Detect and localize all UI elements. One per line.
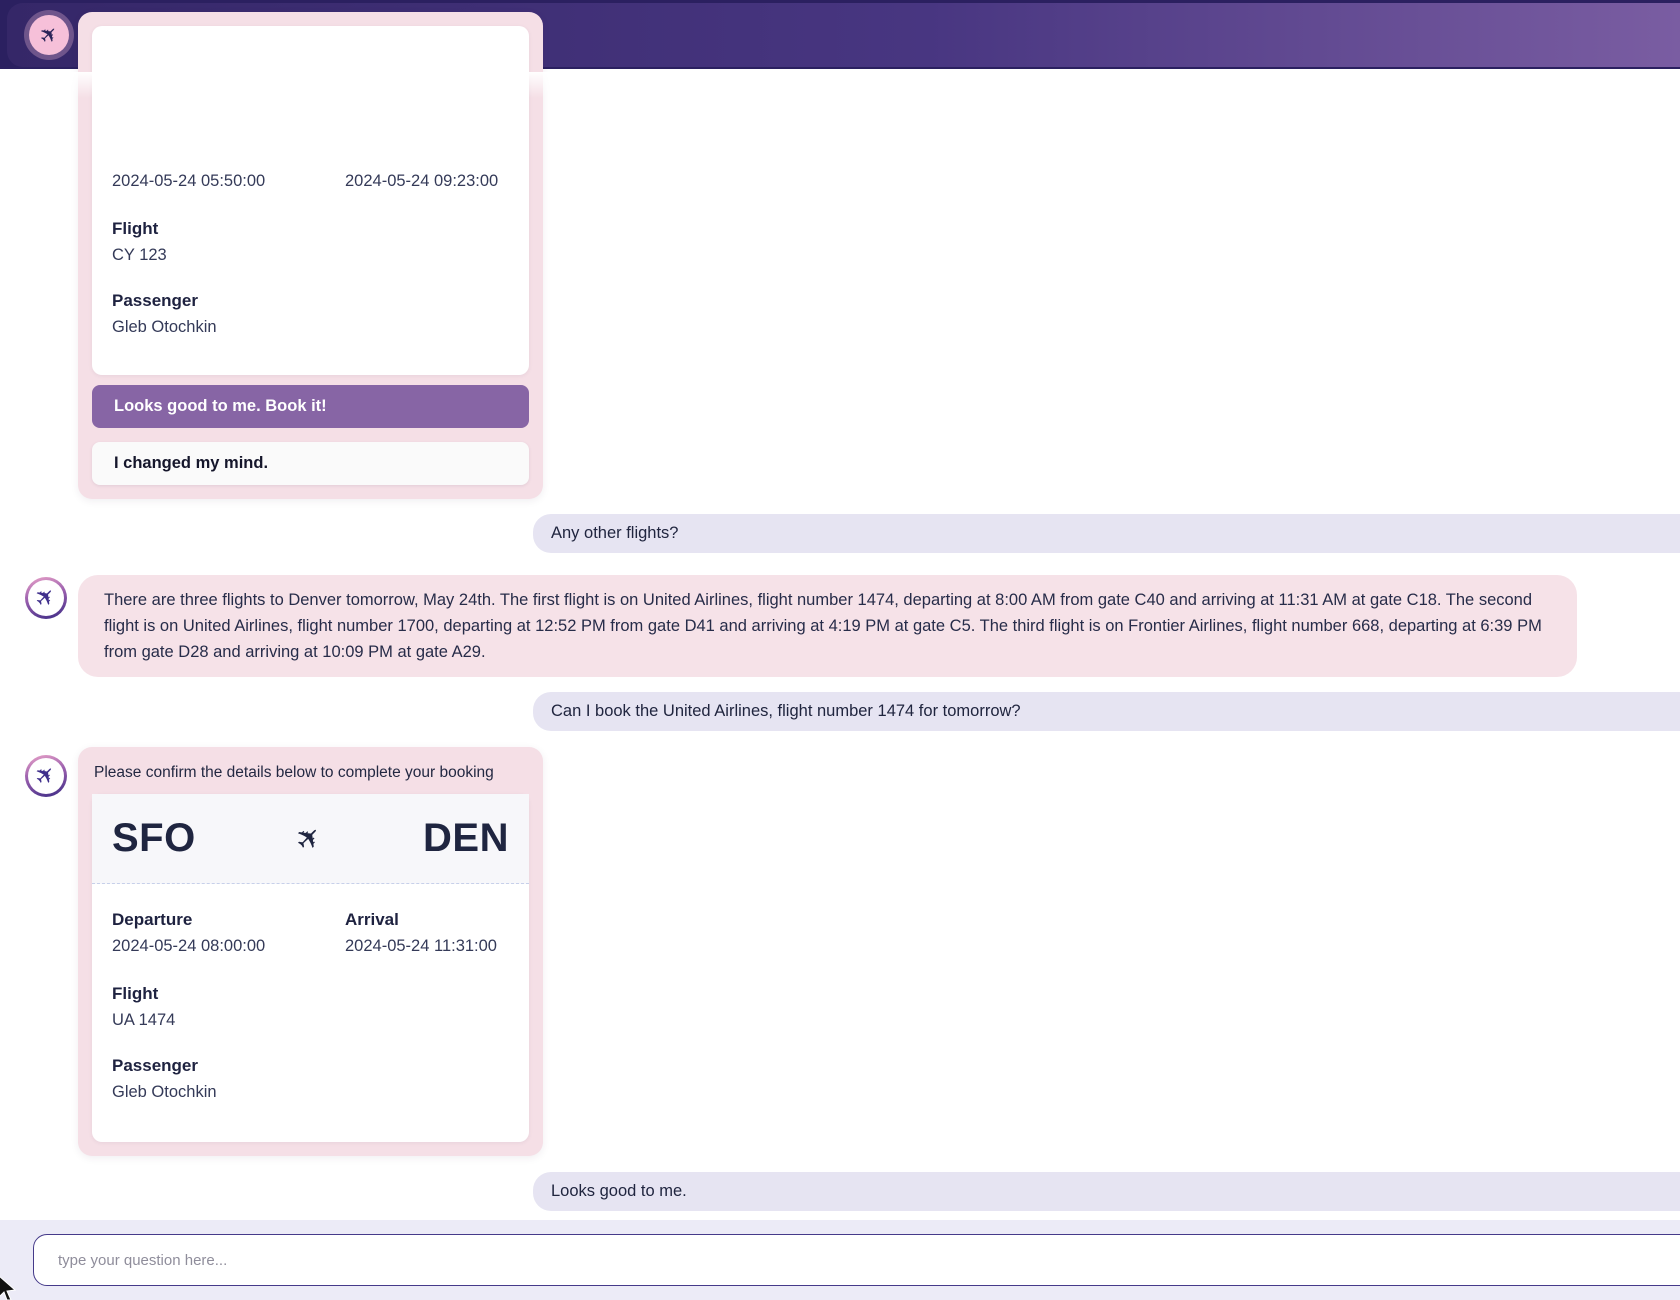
passenger-label: Passenger [112,1056,198,1075]
route-plane-icon: ✈ [288,817,330,859]
mouse-cursor-icon [0,1276,19,1300]
user-message: Can I book the United Airlines, flight number 1474 for tomorrow? [533,692,1680,731]
route-header [92,794,529,884]
plane-logo-icon: ✈ [33,19,65,51]
chat-area [0,72,1680,1220]
booking-confirmation-container [78,747,543,1156]
booking-message-container [78,12,543,499]
app-logo [29,15,69,55]
arrival-value: 2024-05-24 11:31:00 [345,937,497,955]
flight-value: UA 1474 [112,1011,176,1029]
input-bar [0,1220,1680,1300]
origin-code: SFO [112,816,196,860]
arrival-value: 2024-05-24 09:23:00 [345,172,499,190]
cancel-booking-button[interactable]: I changed my mind. [92,442,529,485]
user-message: Looks good to me. [533,1172,1680,1211]
bot-message-row [0,575,1680,677]
previous-booking-message [78,12,543,499]
passenger-value: Gleb Otochkin [112,318,217,336]
flight-label: Flight [112,219,159,238]
bot-booking-row [0,747,1680,1156]
question-input[interactable] [33,1234,1680,1286]
bot-avatar [25,755,67,797]
bot-message: There are three flights to Denver tomorrow, May 24th. The first flight is on United Airlines, flight number 1474, departing at 8:00 AM from gate C40 and arriving at 11:31 AM at gate C18. The second flight is on United Airlines, flight number 1700, departing at 12:52 PM from gate D41 and arriving at 4:19 PM at gate C5. The third flight is on Frontier Airlines, flight number 668, departing at 6:39 PM from gate D28 and arriving at 10:09 PM at gate A29. [78,575,1577,677]
flight-label: Flight [112,984,159,1003]
passenger-label: Passenger [112,291,198,310]
arrival-label: Arrival [345,910,399,929]
flight-card [92,26,529,375]
destination-code: DEN [423,816,509,860]
plane-avatar-icon: ✈ [28,758,63,793]
departure-value: 2024-05-24 05:50:00 [112,172,266,190]
flight-value: CY 123 [112,246,167,264]
passenger-value: Gleb Otochkin [112,1083,217,1101]
booking-card [92,794,529,1142]
plane-avatar-icon: ✈ [28,580,63,615]
confirm-booking-button[interactable]: Looks good to me. Book it! [92,385,529,428]
departure-value: 2024-05-24 08:00:00 [112,937,266,955]
booking-prompt: Please confirm the details below to complete your booking [94,764,494,781]
departure-label: Departure [112,910,193,929]
bot-avatar [25,577,67,619]
user-message: Any other flights? [533,514,1680,553]
